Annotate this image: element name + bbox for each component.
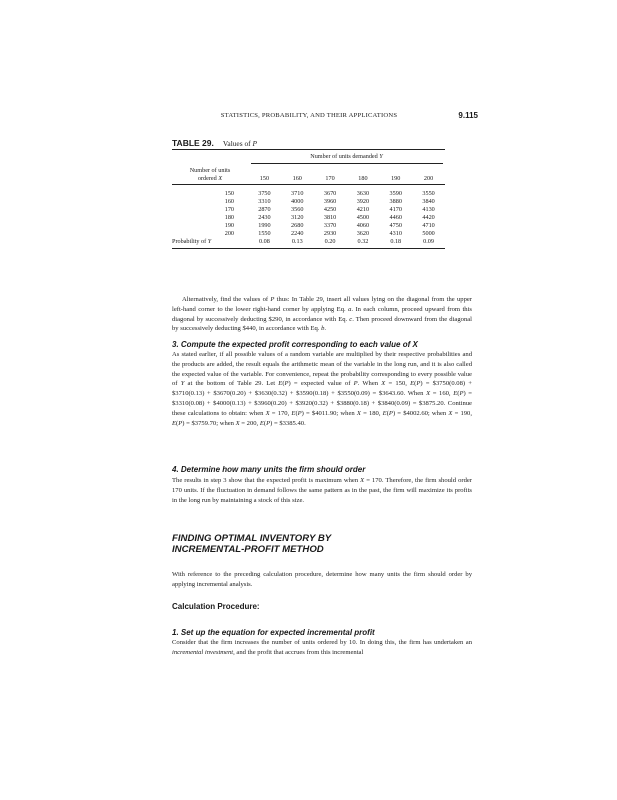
- table-cell: 3620: [356, 230, 370, 237]
- table-cell: 3880: [389, 198, 402, 205]
- table-cell: 1990: [258, 222, 271, 229]
- table-cell: 3840: [422, 198, 435, 205]
- step3-text: As stated earlier, if all possible values of a random variable are multiplied by their respective probabilities and the products are added, the result equals the arithmetic mean of the variable in the long run, and it is also called the expected value of the variable. For convenience, repeat the probability corresponding to every possible value of Y at the bottom of Table 29. Let E(P) = expected value of P. When X = 150, E(P) = $3750(0.08) + $3710(0.13) + $3670(0.20) + $3630(0.32) + $3590(0.18) + $3550(0.09) = $3643.60. When X = 160, E(P) = $3310(0.08) + $4000(0.13) + $3960(0.20) + $3920(0.32) + $3880(0.18) + $3840(0.09) = $3875.20. Continue these calculations to obtain: when X = 170, E(P) = $4011.90; when X = 180, E(P) = $4002.60; when X = 190, E(P) = $3759.70; when X = 200, E(P) = $3385.40.: [172, 351, 473, 427]
- probability-cell: 0.13: [291, 238, 303, 245]
- step4-heading: 4. Determine how many units the firm should order: [172, 465, 366, 474]
- table-cell: 3310: [258, 198, 271, 205]
- table-cell: 3960: [323, 198, 337, 205]
- table-cell: 4500: [356, 214, 370, 221]
- page-number: 9.115: [458, 111, 478, 120]
- table-cell: 4250: [323, 206, 337, 213]
- step3-heading: 3. Compute the expected profit corresponding to each value of X: [172, 340, 418, 349]
- table-cell: 3370: [323, 222, 337, 229]
- step4-body: [172, 476, 472, 505]
- column-header: 160: [292, 175, 302, 182]
- table-cell: 4310: [389, 230, 402, 237]
- row-label: 150: [224, 190, 234, 197]
- section-title-line2: INCREMENTAL-PROFIT METHOD: [172, 544, 324, 555]
- table-cell: 3560: [291, 206, 304, 213]
- table-caption: Values of P: [222, 139, 257, 148]
- table-row: [172, 198, 445, 206]
- alternative-text: Alternatively, find the values of P thus: In Table 29, insert all values lying on the diagonal from the upper left-hand corner to the lower right-hand corner by applying Eq. a. In each column, proceed upward from this diagonal by successively deducting $290, in accordance with Eq. c. Then proceed downward from the diagonal by successively deducting $440, in accordance with Eq. b.: [172, 296, 473, 333]
- table-row: [172, 206, 445, 214]
- table-cell: 2240: [291, 230, 304, 237]
- row-label: 180: [224, 214, 234, 221]
- alternative-paragraph: [172, 295, 472, 334]
- section-title-line1: FINDING OPTIMAL INVENTORY BY: [172, 533, 332, 544]
- probability-cell: 0.09: [423, 238, 434, 245]
- stub-header: [172, 166, 248, 185]
- table-cell: 3750: [258, 190, 271, 197]
- step1-heading: 1. Set up the equation for expected incremental profit: [172, 628, 375, 637]
- table-stub-empty: [172, 150, 248, 166]
- table-cell: 2430: [258, 214, 271, 221]
- group-header-cell: [248, 150, 445, 166]
- table-cell: 4170: [389, 206, 402, 213]
- table-row: [172, 230, 445, 238]
- probability-cell: 0.32: [357, 238, 369, 245]
- table-cell: 4710: [422, 222, 435, 229]
- table-cell: 3810: [323, 214, 337, 221]
- table-cell: 3120: [291, 214, 304, 221]
- section-intro: [172, 570, 472, 590]
- table-cell: 4420: [422, 214, 435, 221]
- running-header: STATISTICS, PROBABILITY, AND THEIR APPLICATIONS: [220, 112, 398, 119]
- probability-row: [172, 238, 445, 247]
- table-cell: 2930: [323, 230, 337, 237]
- table-cell: 5000: [422, 230, 435, 237]
- table-group-header-row: [172, 150, 445, 166]
- table-cell: 2870: [258, 206, 271, 213]
- probability-cell: 0.08: [259, 238, 270, 245]
- step3-body: [172, 350, 472, 428]
- table-column-header-row: [172, 166, 445, 185]
- table-number: TABLE 29.: [172, 138, 214, 148]
- table-row: [172, 185, 445, 198]
- column-header: 170: [325, 175, 335, 182]
- group-header-label: Number of units demanded Y: [251, 153, 443, 164]
- column-header: 200: [423, 175, 434, 182]
- section-intro-text: With reference to the preceding calculation procedure, determine how many units the firm should order by applying incremental analysis.: [172, 571, 472, 588]
- step1-body: [172, 638, 472, 658]
- column-header: 180: [358, 175, 368, 182]
- stub-header-line2: ordered X: [197, 175, 223, 182]
- step1-text: Consider that the firm increases the number of units ordered by 10. In doing this, the firm has undertaken an incremental investment, and the profit that accrues from this incremental: [172, 639, 472, 656]
- calculation-procedure-heading: Calculation Procedure:: [172, 602, 260, 611]
- table-cell: 4060: [356, 222, 370, 229]
- stub-header-line1: Number of units: [189, 167, 231, 174]
- table-cell: 3550: [422, 190, 435, 197]
- column-header: 150: [259, 175, 270, 182]
- table-cell: 3920: [356, 198, 370, 205]
- table-cell: 3670: [323, 190, 337, 197]
- table-cell: 4130: [422, 206, 435, 213]
- probability-cell: 0.18: [390, 238, 402, 245]
- probability-cell: 0.20: [324, 238, 336, 245]
- table-row: [172, 222, 445, 230]
- section-title: [172, 533, 472, 555]
- row-label: 170: [224, 206, 234, 213]
- probability-label: Probability of Y: [172, 238, 212, 245]
- row-label: 190: [224, 222, 234, 229]
- table-cell: 3590: [389, 190, 402, 197]
- table-cell: 3630: [356, 190, 370, 197]
- column-header: 190: [391, 175, 401, 182]
- table-bottom-rule: [172, 248, 445, 249]
- table-row: [172, 214, 445, 222]
- table-cell: 4460: [389, 214, 402, 221]
- table-title: [172, 138, 257, 148]
- table-cell: 4000: [291, 198, 304, 205]
- values-of-p-table: [172, 150, 445, 247]
- table-cell: 2680: [291, 222, 304, 229]
- table-cell: 3710: [291, 190, 304, 197]
- table-cell: 1550: [258, 230, 271, 237]
- table-cell: 4210: [356, 206, 370, 213]
- row-label: 160: [224, 198, 234, 205]
- row-label: 200: [224, 230, 234, 237]
- table-cell: 4750: [389, 222, 402, 229]
- step4-text: The results in step 3 show that the expected profit is maximum when X = 170. Therefore, the firm should order 170 units. If the fluctuation in demand follows the same pattern as in the past, the firm will maximize its profits in the long run by maintaining a stock of this size.: [172, 477, 472, 504]
